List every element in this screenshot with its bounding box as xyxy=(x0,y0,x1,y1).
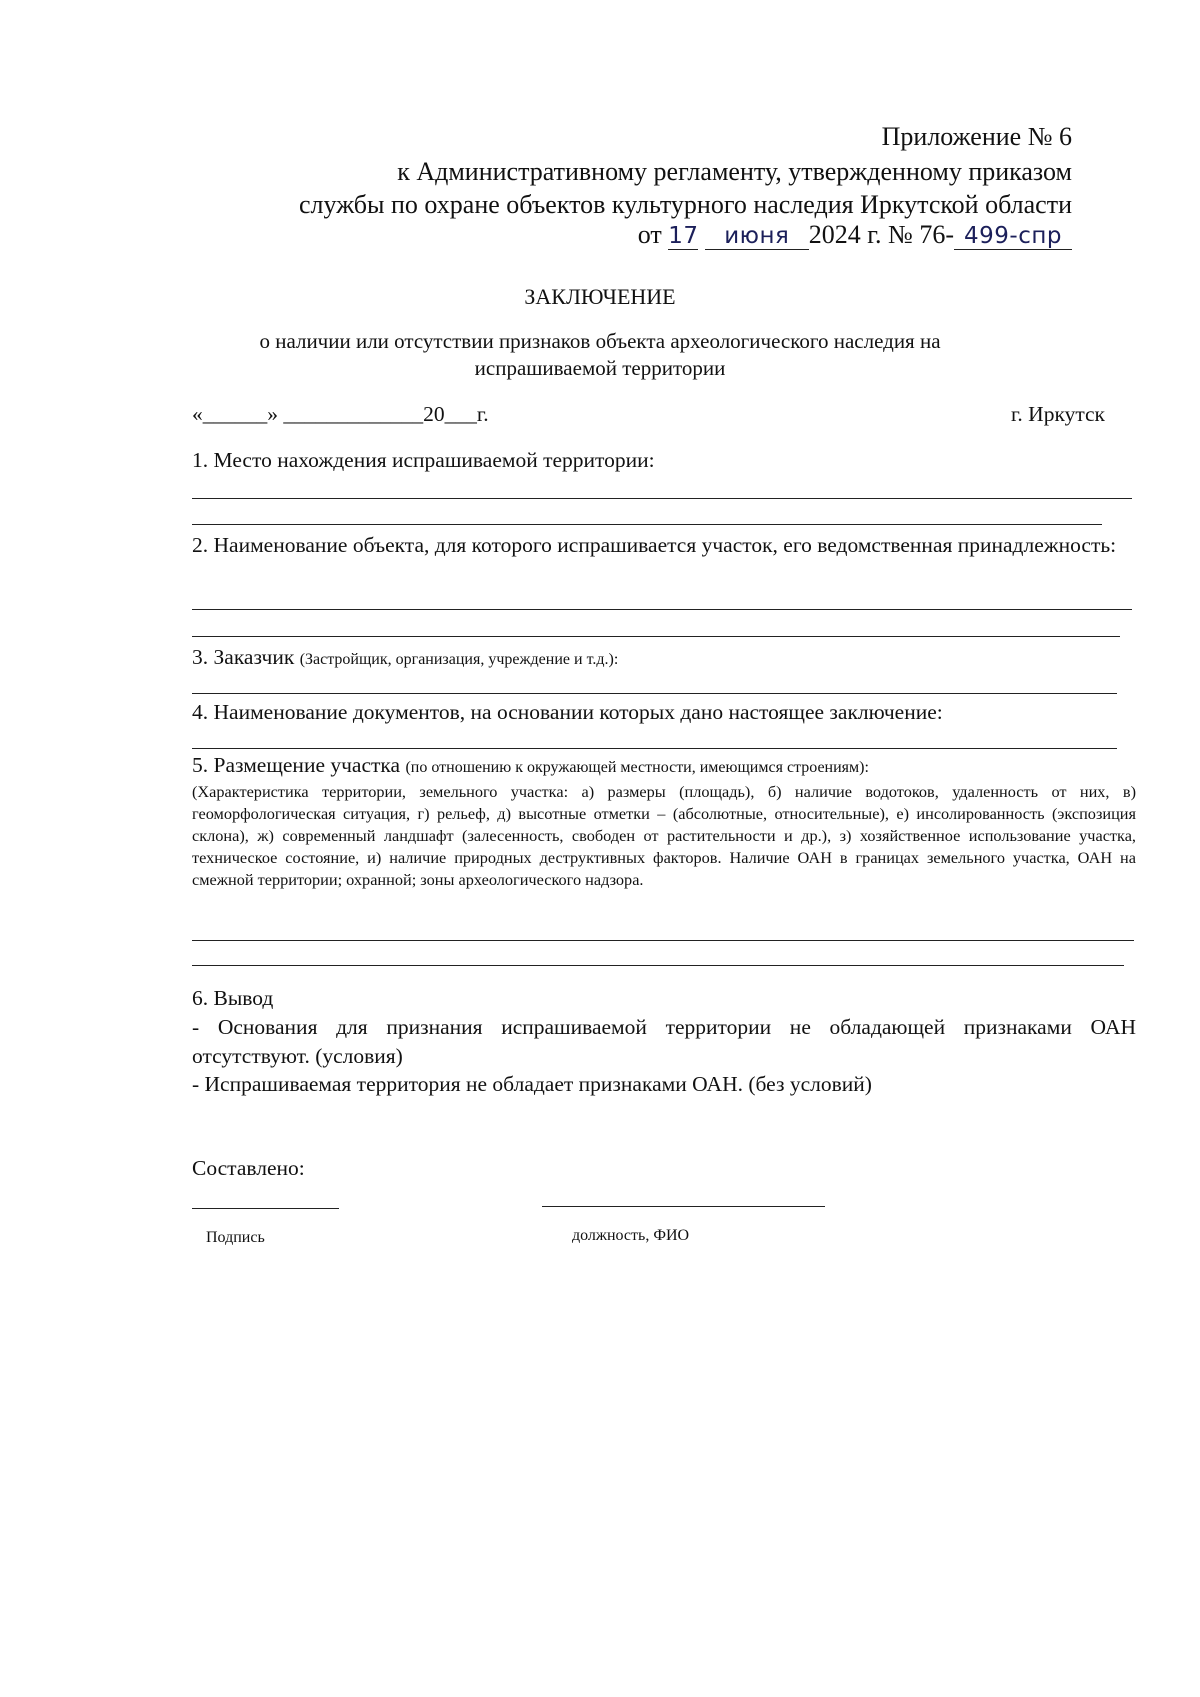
section-5-label: 5. Размещение участка xyxy=(192,753,406,777)
subtitle-line-1: о наличии или отсутствии признаков объекта археологического наследия на xyxy=(259,329,941,353)
fill-line xyxy=(192,498,1132,499)
signature-label: Подпись xyxy=(206,1229,265,1246)
position-name-label: должность, ФИО xyxy=(572,1227,690,1244)
city-name: г. Иркутск xyxy=(1011,402,1105,426)
date-year-number: 2024 г. № 76- xyxy=(808,220,954,249)
handwritten-number: 499-спр xyxy=(954,223,1072,250)
handwritten-month: июня xyxy=(705,223,809,250)
signature-line xyxy=(192,1208,339,1209)
appendix-date-line xyxy=(638,220,1072,250)
section-5-note: (по отношению к окружающей местности, имеющимся строениям): xyxy=(405,759,869,776)
fill-line xyxy=(192,609,1132,610)
appendix-line-1: к Административному регламенту, утвержденному приказом xyxy=(397,157,1072,186)
document-title: ЗАКЛЮЧЕНИЕ xyxy=(524,284,676,309)
conclusion-item-2: - Испрашиваемая территория не обладает признаками ОАН. (без условий) xyxy=(192,1072,872,1096)
section-1-heading: 1. Место нахождения испрашиваемой территории: xyxy=(192,448,655,472)
compiled-label: Составлено: xyxy=(192,1156,305,1180)
subtitle-line-2: испрашиваемой территории xyxy=(474,356,726,380)
section-5-heading xyxy=(192,753,869,778)
handwritten-day: 17 xyxy=(668,223,699,249)
fill-line xyxy=(192,965,1124,966)
position-line xyxy=(542,1206,825,1207)
fill-line xyxy=(192,693,1117,694)
date-prefix: от xyxy=(637,220,669,249)
section-3-heading xyxy=(192,645,618,670)
conclusion-item-1: - Основания для признания испрашиваемой территории не обладающей признаками ОАН отсутствуют. (условия) xyxy=(192,1015,1136,1068)
fill-line xyxy=(192,940,1134,941)
fill-line xyxy=(192,636,1120,637)
appendix-line-2: службы по охране объектов культурного наследия Иркутской области xyxy=(299,190,1072,219)
fill-line xyxy=(192,524,1102,525)
section-3-note: (Застройщик, организация, учреждение и т.д.): xyxy=(299,651,619,668)
section-4-heading: 4. Наименование документов, на основании которых дано настоящее заключение: xyxy=(192,700,943,724)
section-5-details: (Характеристика территории, земельного участка: а) размеры (площадь), б) наличие водотоков, удаленность от них, в) геоморфологическая ситуация, г) рельеф, д) высотные отметки – (абсолютные, относительные), е) инсолированность (экспозиция склона), ж) современный ландшафт (залесенность, свободен от растительности и др.), з) хозяйственное использование участка, техническое состояние, и) наличие природных деструктивных факторов. Наличие ОАН в границах земельного участка, ОАН на смежной территории; охранной; зоны археологического надзора. xyxy=(192,782,1136,889)
appendix-number: Приложение № 6 xyxy=(881,122,1072,151)
section-6-heading: 6. Вывод xyxy=(192,986,274,1010)
fill-line xyxy=(192,748,1117,749)
date-blank-line: «______» _____________20___г. xyxy=(192,402,489,426)
section-2-heading: 2. Наименование объекта, для которого испрашивается участок, его ведомственная принадлежность: xyxy=(192,533,1117,557)
section-3-label: 3. Заказчик xyxy=(192,645,300,669)
